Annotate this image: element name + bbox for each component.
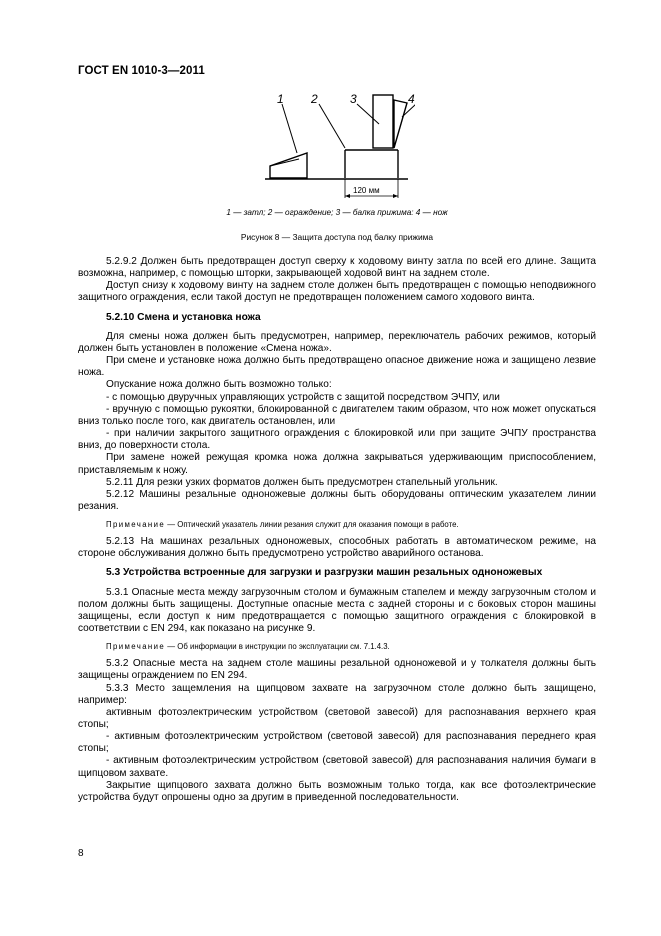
paragraph-5-2-12: 5.2.12 Машины резальные одноножевые должны быть оборудованы оптическим указателем линии резания. [78, 488, 596, 512]
note-label: Примечание [106, 642, 166, 652]
paragraph-final: Закрытие щипцового захвата должно быть возможным только тогда, как все фотоэлектрические устройства будут опрошены одно за другим в приведенной последовательности. [78, 779, 596, 803]
list-item: - с помощью двуручных управляющих устройств с защитой посредством ЭЧПУ, или [106, 391, 500, 403]
note-1 [78, 519, 596, 530]
paragraph-5-2-9-2: 5.2.9.2 Должен быть предотвращен доступ сверху к ходовому винту затла по всей его длине. Защита возможна, например, с помощью шторки, закрывающей ходовой винт на заднем столе. [78, 256, 596, 280]
heading-5-3: 5.3 Устройства встроенные для загрузки и разгрузки машин резальных одноножевых [106, 567, 543, 579]
page-number: 8 [78, 848, 84, 859]
paragraph-knife-4: При замене ножей режущая кромка ножа должна закрываться удерживающим приспособлением, приставляемым к ножу. [78, 452, 596, 476]
callout-2: 2 [311, 92, 318, 106]
paragraph-access-below: Доступ снизу к ходовому винту на заднем столе должен быть предотвращен с помощью неподвижного защитного ограждения, если такой доступ не предотвращен положением самого ходового винта. [78, 280, 596, 304]
list-item: - при наличии закрытого защитного ограждения с блокировкой или при защите ЭЧПУ пространства вниз, до поверхности стола. [78, 428, 596, 452]
paragraph-5-3-2: 5.3.2 Опасные места на заднем столе машины резальной одноножевой и у толкателя должны быть защищены ограждением по EN 294. [78, 658, 596, 682]
figure-caption-block [78, 0, 596, 260]
callout-4: 4 [408, 92, 415, 106]
paragraph-5-3-1: 5.3.1 Опасные места между загрузочным столом и бумажным стапелем и между загрузочным столом и полом должны быть защищены. Доступные опасные места с задней стороны и с боковых сторон машины защищены, если доступ к ним предотвращается с помощью защитного ограждения с блокировкой в соответствии с EN 294, как показано на рисунке 9. [78, 586, 596, 635]
list-item: - активным фотоэлектрическим устройством (световой завесой) для распознавания переднего края стопы; [78, 731, 596, 755]
list-item: активным фотоэлектрическим устройством (световой завесой) для распознавания верхнего края стопы; [78, 706, 596, 730]
heading-5-2-10: 5.2.10 Смена и установка ножа [106, 311, 261, 323]
figure-legend: 1 — затл; 2 — ограждение; 3 — балка прижима: 4 — нож [226, 208, 448, 217]
figure-caption: Рисунок 8 — Защита доступа под балку прижима [240, 232, 434, 242]
callout-3: 3 [350, 92, 357, 106]
note-2-text: — Об информации в инструкции по эксплуатации см. 7.1.4.3. [165, 642, 390, 652]
paragraph-5-2-11: 5.2.11 Для резки узких форматов должен быть предусмотрен стапельный угольник. [106, 476, 498, 488]
paragraph-knife-2: При смене и установке ножа должно быть предотвращено опасное движение ножа и защищено лезвие ножа. [78, 355, 596, 379]
paragraph-5-2-13: 5.2.13 На машинах резальных одноножевых, способных работать в автоматическом режиме, на стороне обслуживания должно быть предусмотрено устройство аварийного останова. [78, 536, 596, 560]
note-label: Примечание [106, 520, 166, 530]
list-item: - активным фотоэлектрическим устройством (световой завесой) для распознавания наличия бумаги в щипцовом захвате. [78, 755, 596, 779]
paragraph-5-3-3: 5.3.3 Место защемления на щипцовом захвате на загрузочном столе должно быть защищено, например: [78, 682, 596, 706]
list-item: - вручную с помощью рукоятки, блокированной с двигателем таким образом, что нож может опускаться вниз только после того, как двигатель остановлен, или [78, 403, 596, 427]
paragraph-knife-3: Опускание ножа должно быть возможно только: [106, 379, 332, 391]
note-1-text: — Оптический указатель линии резания служит для оказания помощи в работе. [165, 520, 459, 530]
document-header: ГОСТ EN 1010-3—2011 [78, 65, 205, 77]
dimension-label: 120 мм [353, 186, 380, 195]
paragraph-knife-1: Для смены ножа должен быть предусмотрен, например, переключатель рабочих режимов, который должен быть установлен в положение «Смена ножа». [78, 330, 596, 354]
callout-1: 1 [277, 92, 284, 106]
note-2 [78, 641, 596, 652]
document-body [78, 256, 596, 804]
